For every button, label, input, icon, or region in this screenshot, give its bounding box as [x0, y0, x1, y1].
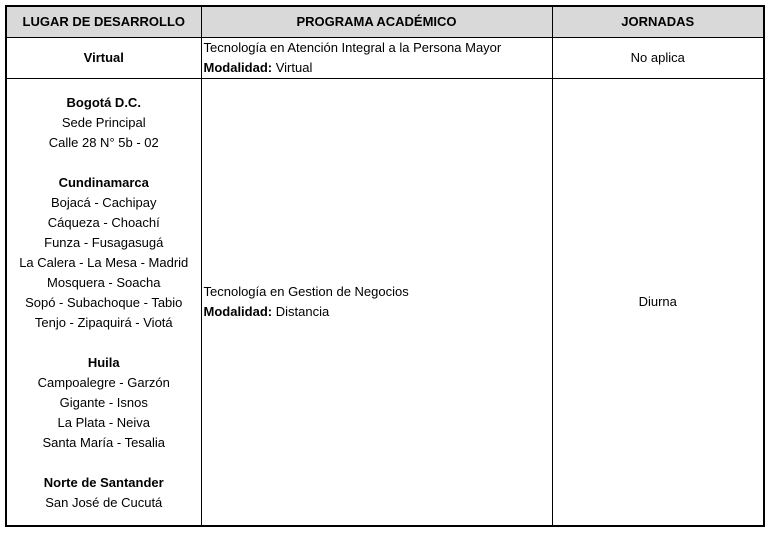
location-group-title: Norte de Santander: [43, 475, 164, 490]
location-line: Funza - Fusagasugá: [44, 235, 164, 250]
location-line: Sede Principal: [61, 115, 146, 130]
location-line: Campoalegre - Garzón: [37, 375, 170, 390]
header-row: [6, 6, 764, 38]
location-line: La Plata - Neiva: [57, 415, 150, 430]
modalidad-label: Modalidad:: [203, 60, 273, 75]
program-table: [5, 5, 765, 527]
location-group: [7, 473, 201, 513]
location-line: Cáqueza - Choachí: [47, 215, 160, 230]
modalidad: [204, 58, 552, 78]
modalidad-label: Modalidad:: [203, 304, 273, 319]
location-line: Bojacá - Cachipay: [51, 195, 157, 210]
table-row: [6, 38, 764, 79]
jornada-cell: Diurna: [552, 79, 764, 527]
jornada-cell: No aplica: [552, 38, 764, 79]
location-line: Sopó - Subachoque - Tabio: [25, 295, 183, 310]
location-group-title: Huila: [87, 355, 120, 370]
program-name: Tecnología en Atención Integral a la Persona Mayor: [203, 40, 502, 55]
modalidad: [204, 302, 552, 322]
table-row: [6, 79, 764, 527]
modalidad-value: Virtual: [272, 60, 313, 75]
location-line: Mosquera - Soacha: [47, 275, 161, 290]
location-line: Tenjo - Zipaquirá - Viotá: [34, 315, 173, 330]
location-group-title: Bogotá D.C.: [66, 95, 141, 110]
location-line: Santa María - Tesalia: [42, 435, 166, 450]
location-line: Gigante - Isnos: [59, 395, 148, 410]
header-lugar: LUGAR DE DESARROLLO: [6, 6, 201, 38]
lugar-cell: [6, 79, 201, 527]
header-programa: PROGRAMA ACADÉMICO: [201, 6, 552, 38]
programa-cell: [201, 79, 552, 527]
location-group: [7, 353, 201, 453]
location-group-title: Cundinamarca: [58, 175, 149, 190]
location-line: San José de Cucutá: [45, 495, 163, 510]
programa-cell: [201, 38, 552, 79]
modalidad-value: Distancia: [272, 304, 330, 319]
location-line: Calle 28 N° 5b - 02: [48, 135, 159, 150]
location-line: La Calera - La Mesa - Madrid: [19, 255, 189, 270]
header-jornadas: JORNADAS: [552, 6, 764, 38]
program-name: Tecnología en Gestion de Negocios: [203, 284, 409, 299]
location-group: [7, 173, 201, 333]
location-group: [7, 93, 201, 153]
lugar-cell: Virtual: [6, 38, 201, 79]
